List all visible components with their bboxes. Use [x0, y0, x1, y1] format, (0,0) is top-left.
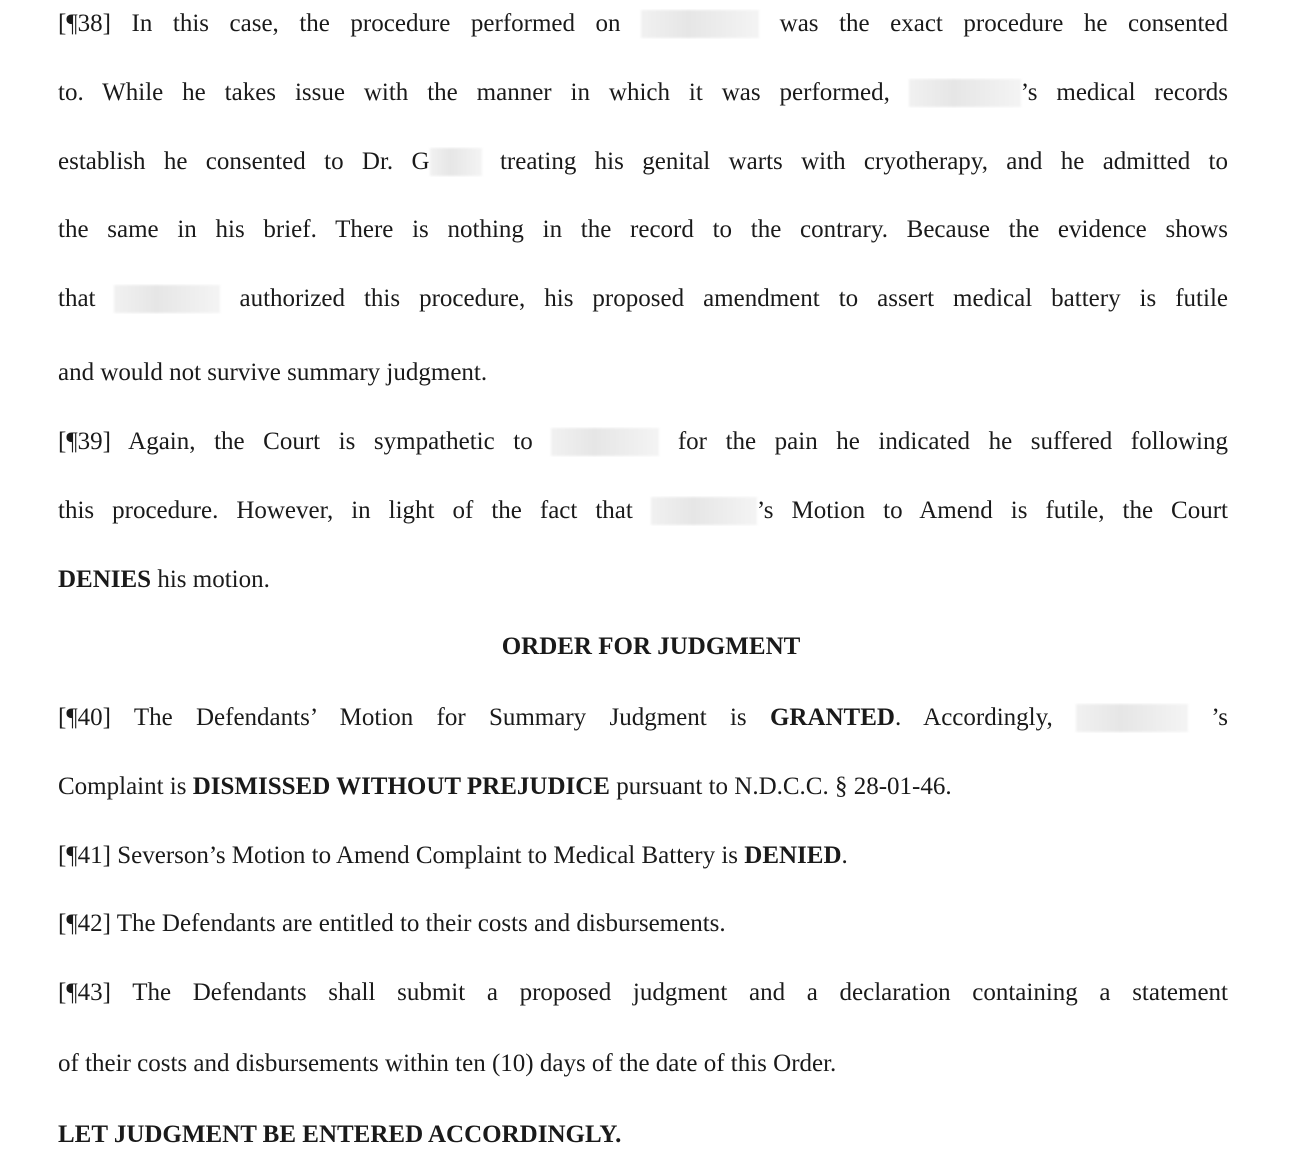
text-span: authorized this procedure, his proposed amendment to assert medical battery is futile: [220, 285, 1228, 312]
text-span: was the exact procedure he consented: [759, 10, 1228, 37]
bold-text: DENIES: [58, 566, 152, 593]
text-line: [58, 978, 1228, 1008]
text-span: to. While he takes issue with the manner in which it was performed,: [58, 79, 909, 106]
text-span: for the pain he indicated he suffered following: [659, 428, 1228, 455]
text-span: [¶41] Severson’s Motion to Amend Complaint to Medical Battery is: [58, 842, 745, 869]
text-line: [58, 496, 1228, 526]
text-line: [58, 703, 1228, 733]
redacted-name: [114, 285, 220, 313]
text-line: [58, 358, 1228, 388]
section-heading: [0, 632, 1302, 662]
text-line: [58, 9, 1228, 39]
text-span: and would not survive summary judgment.: [58, 359, 488, 386]
text-line: [58, 284, 1228, 314]
text-span: ’s Motion to Amend is futile, the Court: [756, 497, 1228, 524]
text-span: of their costs and disbursements within ten (10) days of the date of this Order.: [58, 1050, 837, 1077]
text-line: [58, 427, 1228, 457]
text-span: ’s medical records: [1020, 79, 1228, 106]
redacted-name: [430, 148, 482, 176]
text-span: pursuant to N.D.C.C. § 28-01-46.: [609, 773, 952, 800]
text-span: establish he consented to Dr. G: [58, 148, 430, 175]
bold-text: GRANTED: [769, 704, 895, 731]
redacted-name: [651, 497, 757, 525]
text-line: [58, 909, 1228, 939]
text-span: this procedure. However, in light of the fact that: [58, 497, 651, 524]
bold-text: DENIED: [744, 842, 842, 869]
redacted-name: [1076, 704, 1188, 732]
bold-text: LET JUDGMENT BE ENTERED ACCORDINGLY.: [58, 1121, 622, 1148]
text-span: [¶39] Again, the Court is sympathetic to: [58, 428, 552, 455]
text-span: that: [58, 285, 115, 312]
bold-text: ORDER FOR JUDGMENT: [501, 633, 801, 660]
redacted-name: [551, 428, 659, 456]
text-span: .: [841, 842, 848, 869]
text-line: [58, 78, 1228, 108]
text-span: . Accordingly,: [894, 704, 1077, 731]
text-line: [58, 1049, 1228, 1079]
text-span: ’s: [1188, 704, 1228, 731]
text-span: Complaint is: [58, 773, 193, 800]
text-span: [¶38] In this case, the procedure performed on: [58, 10, 642, 37]
text-line: [58, 772, 1228, 802]
text-line: [58, 215, 1228, 245]
text-span: [¶40] The Defendants’ Motion for Summary Judgment is: [58, 704, 770, 731]
text-span: [¶42] The Defendants are entitled to their costs and disbursements.: [58, 910, 726, 937]
text-line: [58, 1120, 1228, 1150]
text-span: the same in his brief. There is nothing in the record to the contrary. Because the evidence shows: [58, 216, 1228, 243]
text-span: treating his genital warts with cryotherapy, and he admitted to: [481, 148, 1228, 175]
bold-text: DISMISSED WITHOUT PREJUDICE: [192, 773, 610, 800]
text-span: his motion.: [151, 566, 270, 593]
text-line: [58, 841, 1228, 871]
redacted-name: [641, 10, 759, 38]
text-span: [¶43] The Defendants shall submit a proposed judgment and a declaration containing a statement: [58, 979, 1228, 1006]
redacted-name: [909, 79, 1021, 107]
text-line: [58, 565, 1228, 595]
text-line: [58, 147, 1228, 177]
